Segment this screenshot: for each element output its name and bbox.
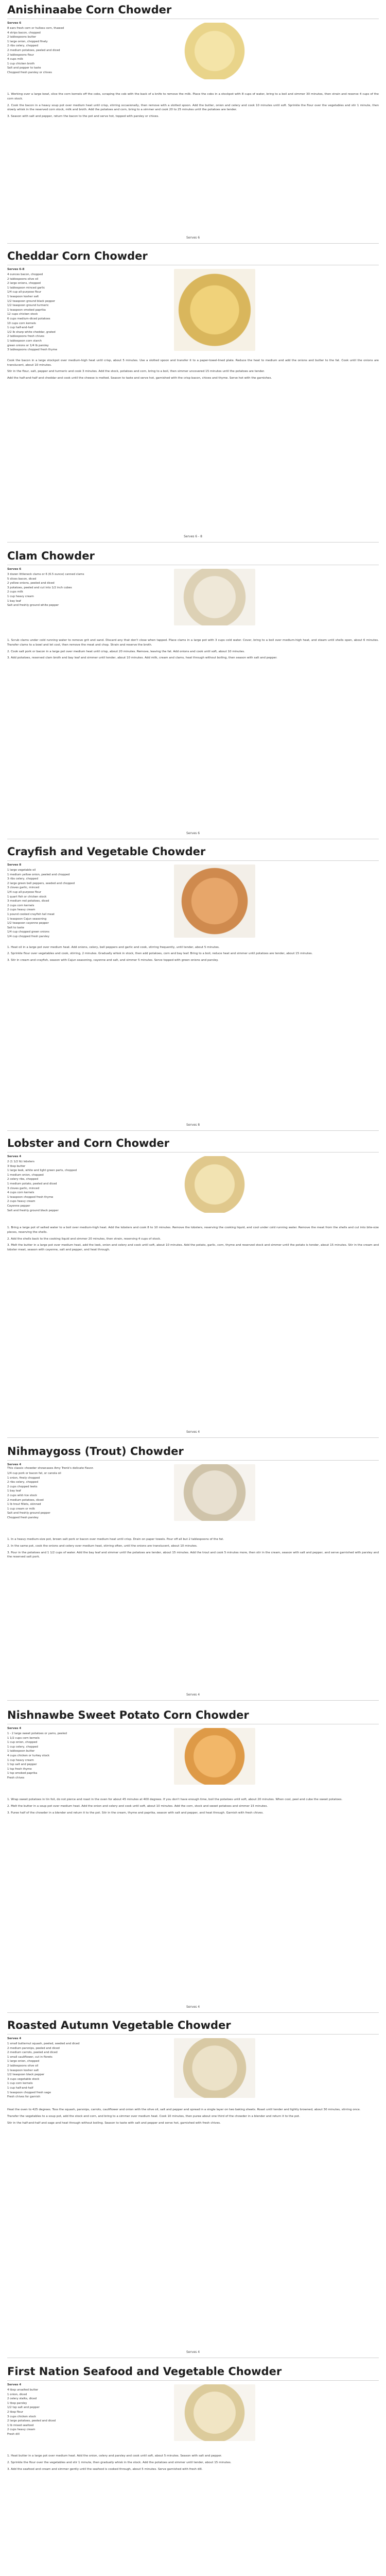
ingredient-item: 3 cloves garlic, minced xyxy=(7,1187,40,1190)
title-divider xyxy=(7,1460,379,1461)
ingredient-item: 1/2 teaspoon ground black pepper xyxy=(7,299,56,303)
recipe-photo xyxy=(174,569,255,625)
direction-step: Stir in the flour, salt, pepper and turmeric and cook 3 minutes. Add the stock, potatoes and corn, bring to a boil, then simmer uncovered 15 minutes until the potatoes are tender. xyxy=(7,370,265,374)
ingredient-item: 2 large green bell peppers, seeded and chopped xyxy=(7,882,75,885)
ingredient-item: 1 1/2 cups corn kernels xyxy=(7,1736,40,1740)
ingredient-item: 1 tsp salt and pepper xyxy=(7,1763,37,1767)
ingredient-item: 1/2 lb sharp white cheddar, grated xyxy=(7,330,56,334)
ingredient-item: 1 large onion, chopped xyxy=(7,2060,40,2063)
recipe-photo xyxy=(174,1464,255,1521)
section-divider xyxy=(7,1700,379,1701)
ingredient-item: 3 tbsp butter xyxy=(7,1164,26,1168)
ingredient-item: 2 ribs celery, chopped xyxy=(7,1481,38,1484)
direction-step: 3. Season with salt and pepper, return the bacon to the pot and serve hot, topped with parsley or chives. xyxy=(7,115,160,118)
serves-label: Serves 6 xyxy=(7,568,22,571)
ingredient-item: 2 cups milk xyxy=(7,590,23,594)
direction-step: 2. Sprinkle flour over vegetables and cook, stirring, 2 minutes. Gradually whisk in stock, then add potatoes, corn and bay leaf. Bring to a boil, reduce heat and simmer until potatoes are tender, about 15 minutes. xyxy=(7,952,313,956)
directions-text xyxy=(7,638,379,663)
serves-label: Serves 4 xyxy=(7,2037,22,2040)
direction-step: Transfer the vegetables to a soup pot, add the stock and corn, and bring to a simmer over medium heat. Cook 10 minutes, then puree about one third of the chowder in a blender and return it to the pot. xyxy=(7,2114,300,2118)
recipe-title: First Nation Seafood and Vegetable Chowder xyxy=(7,2365,282,2378)
ingredient-item: 2 (1 1/2 lb) lobsters xyxy=(7,1160,34,1163)
directions-text xyxy=(7,92,379,121)
direction-step: 1. Bring a large pot of salted water to a boil over medium-high heat. Add the lobsters and cook 8 to 10 minutes. Remove the lobsters, reserving the cooking liquid, and cool under cold running water. Remove the meat from the shells and cut into bite-size pieces, reserving the shells. xyxy=(7,1226,379,1234)
ingredient-item: 1 - 2 large sweet potatoes or yams, peeled xyxy=(7,1732,67,1735)
ingredient-item: 1 medium potato, peeled and diced xyxy=(7,1182,57,1185)
ingredient-item: Salt and pepper to taste xyxy=(7,66,41,70)
ingredient-item: 1 tablespoon butter xyxy=(7,1750,35,1753)
yield-label[interactable]: Serves 6 - 8 xyxy=(184,535,202,538)
ingredient-item: 2 large onions, chopped xyxy=(7,282,41,285)
recipe-photo xyxy=(174,269,255,351)
ingredient-item: 1 cup celery, chopped xyxy=(7,1745,38,1749)
direction-step: 3. Pour in the potatoes and 1 1/2 cups of water. Add the bay leaf and simmer until the potatoes are tender, about 15 minutes. Add the trout and cook 5 minutes more, then stir in the cream, season with salt and pepper, and serve garnished with parsley and the reserved salt pork. xyxy=(7,1551,379,1559)
ingredient-item: 1/4 cup chopped fresh parsley xyxy=(7,935,49,938)
yield-label[interactable]: Serves 4 xyxy=(186,2005,200,2009)
recipe-title: Clam Chowder xyxy=(7,550,95,562)
ingredient-item: 1 cup cream or milk xyxy=(7,1507,35,1511)
ingredient-item: 2 tablespoons fresh chives xyxy=(7,335,45,338)
ingredient-item: 1 teaspoon smoked paprika xyxy=(7,308,46,312)
directions-text xyxy=(7,1798,379,1817)
ingredient-item: 4 cups milk xyxy=(7,58,23,61)
ingredient-item: 4 cups chicken or turkey stock xyxy=(7,1754,50,1757)
ingredient-item: 1 bay leaf xyxy=(7,1489,21,1493)
ingredient-item: Chopped fresh parsley or chives xyxy=(7,71,52,74)
recipe-photo xyxy=(174,865,255,938)
ingredient-item: 2 large potatoes, peeled and diced xyxy=(7,2419,56,2423)
recipe-title: Nishnawbe Sweet Potato Corn Chowder xyxy=(7,1709,249,1721)
ingredient-item: 1 large vegetable oil xyxy=(7,869,36,872)
recipe-title: Anishinaabe Corn Chowder xyxy=(7,4,172,16)
ingredient-item: 1 cup onion, chopped xyxy=(7,1741,38,1744)
direction-step: 3. Add the seafood and cream and simmer gently until the seafood is cooked through, about 5 minutes. Serve garnished with fresh dill. xyxy=(7,2467,203,2471)
section-divider xyxy=(7,243,379,244)
directions-text xyxy=(7,1537,379,1562)
ingredient-list xyxy=(7,26,162,75)
ingredient-item: Cayenne pepper xyxy=(7,1204,30,1208)
yield-label[interactable]: Serves 4 xyxy=(186,1693,200,1697)
ingredient-item: 1 cup half-and-half xyxy=(7,326,33,330)
direction-step: 3. Stir in cream and crayfish, season with Cajun seasoning, cayenne and salt, and simmer 5 minutes. Serve topped with green onions and parsley. xyxy=(7,959,219,962)
title-divider xyxy=(7,860,379,861)
ingredient-item: 1 large onion, chopped finely xyxy=(7,40,48,43)
direction-step: 2. In the same pot, cook the onions and celery over medium heat, stirring often, until the onions are translucent, about 10 minutes. xyxy=(7,1544,198,1548)
ingredient-item: 2 tablespoons flour xyxy=(7,53,34,57)
recipe-meta xyxy=(7,2383,21,2387)
recipe-subtitle: This classic chowder showcases Amy Trenk's delicate flavor. xyxy=(7,1467,94,1470)
ingredient-item: 1/4 cup pork or bacon fat, or canola oil xyxy=(7,1472,61,1475)
recipe-title: Lobster and Corn Chowder xyxy=(7,1137,170,1149)
direction-step: 2. Sprinkle the flour over the vegetables and stir 1 minute, then gradually whisk in the stock. Add the potatoes and simmer until tender, about 15 minutes. xyxy=(7,2461,232,2464)
ingredient-item: 2 tablespoons olive oil xyxy=(7,277,39,281)
recipe-card xyxy=(0,1137,386,1439)
recipe-photo xyxy=(174,2384,255,2441)
ingredient-item: 12 cups chicken stock xyxy=(7,313,38,316)
ingredient-item: 3 cups vegetable stock xyxy=(7,2077,40,2081)
recipe-meta xyxy=(7,1155,21,1159)
ingredient-item: Salt and freshly ground black pepper xyxy=(7,1209,59,1212)
ingredient-item: 3 ribs celery, chopped xyxy=(7,877,38,881)
ingredient-item: Salt to taste xyxy=(7,926,24,929)
yield-label[interactable]: Serves 6 xyxy=(186,832,200,835)
recipe-meta xyxy=(7,568,21,571)
ingredient-item: Salt and freshly ground white pepper xyxy=(7,604,59,607)
ingredient-item: 1 small cauliflower, cut in florets xyxy=(7,2055,52,2059)
ingredient-item: 2 cups wild rice stock xyxy=(7,1494,38,1497)
directions-text xyxy=(7,359,379,383)
direction-step: 2. Melt the butter in a soup pot over medium heat. Add the onion and celery and cook until soft, about 10 minutes. Add the corn, stock and sweet potatoes and simmer 15 minutes. xyxy=(7,1804,268,1808)
ingredient-item: 3 tablespoons chopped fresh thyme xyxy=(7,348,58,352)
ingredient-item: 1 tsp smoked paprika xyxy=(7,1772,38,1775)
ingredient-item: 2 tablespoons butter xyxy=(7,36,37,39)
serves-label: Serves 8 xyxy=(7,863,22,867)
ingredient-item: 1 cup heavy cream xyxy=(7,1758,34,1762)
ingredient-item: 1/2 tsp salt and pepper xyxy=(7,2406,40,2410)
recipe-card xyxy=(0,845,386,1132)
ingredient-item: 4 cups corn kernels xyxy=(7,1191,34,1195)
ingredient-item: 2 medium potatoes, peeled and diced xyxy=(7,48,60,52)
ingredient-item: 1 teaspoon kosher salt xyxy=(7,295,39,298)
recipe-meta xyxy=(7,2037,21,2041)
direction-step: 2. Cook the bacon in a heavy soup pot over medium heat until crisp, stirring occasionally, then remove with a slotted spoon. Add the butter, onion and celery and cook 10 minutes until soft. Sprinkle the flour over the vegetables and stir 1 minute, then slowly whisk in the reserved corn stock, milk and broth. Add the potatoes and corn, bring to a simmer and cook 20 to 25 minutes until the potatoes are tender. xyxy=(7,104,379,112)
ingredient-item: 1 large leek, white and light green parts, chopped xyxy=(7,1169,77,1173)
ingredient-item: 1 lb mixed seafood xyxy=(7,2424,34,2427)
ingredient-item: 1/2 teaspoon ground turmeric xyxy=(7,304,49,308)
ingredient-item: 1 lb trout fillets, skinned xyxy=(7,1503,41,1506)
ingredient-list xyxy=(7,1732,162,1781)
direction-step: 1. Heat butter in a large pot over medium heat. Add the onion, celery and parsley and cook until soft, about 5 minutes. Season with salt and pepper. xyxy=(7,2454,222,2458)
recipe-meta xyxy=(7,863,21,867)
serves-label: Serves 4 xyxy=(7,1155,22,1158)
ingredient-item: 1 onion, finely chopped xyxy=(7,1476,40,1480)
ingredient-item: 2 celery stalks, diced xyxy=(7,2397,37,2401)
ingredient-item: Fresh chives xyxy=(7,1776,25,1780)
ingredient-item: 1 tsp fresh thyme xyxy=(7,1767,32,1771)
recipe-title: Cheddar Corn Chowder xyxy=(7,250,148,262)
ingredient-item: 1 teaspoon Cajun seasoning xyxy=(7,917,47,921)
ingredient-item: 2 tablespoons olive oil xyxy=(7,2064,39,2067)
ingredient-item: 1 cup chicken broth xyxy=(7,62,35,65)
section-divider xyxy=(7,542,379,543)
ingredient-item: 2 cups corn kernels xyxy=(7,904,34,907)
ingredient-item: 2 medium carrots, peeled and diced xyxy=(7,2051,58,2055)
yield-label[interactable]: Serves 8 xyxy=(186,1123,200,1127)
directions-text xyxy=(7,2108,379,2127)
ingredient-item: 1 cup heavy cream xyxy=(7,595,34,598)
direction-step: 1. Wrap sweet potatoes in tin foil, do not pierce and roast in the oven for about 45 minutes at 400 degrees. If you don't have enough time, boil the potatoes until soft, about 20 minutes. When cool, peel and cube the sweet potatoes. xyxy=(7,1798,343,1801)
ingredient-item: 4 ounces bacon, chopped xyxy=(7,273,43,276)
ingredient-item: 1 medium yellow onion, peeled and chopped xyxy=(7,873,70,876)
ingredient-item: 3 cups chicken stock xyxy=(7,2415,36,2418)
recipe-card xyxy=(0,249,386,544)
yield-label[interactable]: Serves 6 xyxy=(186,236,200,240)
ingredient-item: 1 teaspoon chopped fresh sage xyxy=(7,2091,51,2094)
recipe-meta xyxy=(7,1727,21,1731)
ingredient-item: 1/2 teaspoon black pepper xyxy=(7,2073,45,2077)
ingredient-item: 1 tablespoon corn starch xyxy=(7,339,42,343)
ingredient-item: 2 cups heavy cream xyxy=(7,1200,36,1204)
ingredient-item: 2 tbsp flour xyxy=(7,2410,23,2414)
ingredient-item: 5 slices bacon, diced xyxy=(7,577,37,581)
title-divider xyxy=(7,2380,379,2381)
ingredient-list xyxy=(7,1160,162,1213)
ingredient-item: 3 medium red potatoes, diced xyxy=(7,900,49,903)
ingredient-list xyxy=(7,2042,162,2099)
ingredient-item: 2 cups heavy cream xyxy=(7,908,36,912)
direction-step: Add the half-and-half and cheddar and cook until the cheese is melted. Season to taste and serve hot, garnished with the crisp bacon, chives and thyme. Serve hot with the garnishes. xyxy=(7,377,272,380)
ingredient-item: Salt and freshly ground pepper xyxy=(7,1512,50,1515)
direction-step: 3. Puree half of the chowder in a blender and return it to the pot. Stir in the cream, thyme and paprika, season with salt and pepper, and heat through. Garnish with fresh chives. xyxy=(7,1811,264,1815)
recipe-card xyxy=(0,1708,386,2014)
recipe-card xyxy=(0,3,386,245)
recipe-photo xyxy=(174,2038,255,2098)
ingredient-item: 1 medium onion, chopped xyxy=(7,1173,44,1177)
ingredient-item: 2 ribs celery, chopped xyxy=(7,44,38,48)
direction-step: Heat the oven to 425 degrees. Toss the squash, parsnips, carrots, cauliflower and onion with the olive oil, salt and pepper and spread in a single layer on two baking sheets. Roast until tender and lightly browned, about 30 minutes, stirring once. xyxy=(7,2108,361,2111)
section-divider xyxy=(7,1130,379,1131)
recipe-photo xyxy=(174,23,255,79)
serves-label: Serves 4 xyxy=(7,2383,22,2386)
ingredient-item: 1 small butternut squash, peeled, seeded and diced xyxy=(7,2042,80,2045)
direction-step: 2. Cook salt pork or bacon in a large pot over medium heat until crisp, about 20 minutes. Remove, leaving the fat. Add onions and cook until soft, about 10 minutes. xyxy=(7,650,245,653)
ingredient-item: 2 cups heavy cream xyxy=(7,2428,36,2432)
ingredient-item: 1/4 cup chopped green onions xyxy=(7,930,49,934)
ingredient-item: 1 onion, diced xyxy=(7,2393,27,2396)
serves-label: Serves 6-8 xyxy=(7,268,25,271)
ingredient-item: 3 potatoes, peeled and cut into 1/2 inch cubes xyxy=(7,586,72,589)
section-divider xyxy=(7,2012,379,2013)
ingredient-item: 1 teaspoon kosher salt xyxy=(7,2069,39,2072)
direction-step: 3. Melt the butter in a large pot over medium heat, add the leek, onion and celery and cook until soft, about 10 minutes. Add the potato, garlic, corn, thyme and reserved stock and simmer until the potato is tender, about 15 minutes. Stir in the cream and lobster meat, season with cayenne, salt and pepper, and heat through. xyxy=(7,1244,379,1252)
directions-text xyxy=(7,945,379,965)
ingredient-list xyxy=(7,572,162,608)
ingredient-list xyxy=(7,2388,162,2437)
section-divider xyxy=(7,1437,379,1438)
recipe-card xyxy=(0,2365,386,2576)
ingredient-item: 2 medium parsnips, peeled and diced xyxy=(7,2046,60,2050)
ingredient-list xyxy=(7,273,162,352)
ingredient-item: 4 strips bacon, chopped xyxy=(7,31,41,35)
direction-step: Stir in the half-and-half and sage and heat through without boiling. Season to taste with salt and pepper and serve hot, garnished with fresh chives. xyxy=(7,2121,221,2125)
recipe-meta xyxy=(7,268,24,272)
recipe-card xyxy=(0,2019,386,2360)
recipe-photo xyxy=(174,1156,255,1213)
serves-label: Serves 4 xyxy=(7,1727,22,1730)
serves-label: Serves 4 xyxy=(7,1463,22,1466)
direction-step: 3. Add potatoes, reserved clam broth and bay leaf and simmer until tender, about 10 minutes. Add milk, cream and clams, heat through without boiling, then season with salt and pepper. xyxy=(7,656,277,660)
ingredient-item: green onions or 1/4 lb parsley xyxy=(7,344,49,347)
recipe-card xyxy=(0,549,386,841)
ingredient-item: 1/4 cup all-purpose flour xyxy=(7,291,42,294)
direction-step: Cook the bacon in a large stockpot over medium-high heat until crisp, about 5 minutes. Use a slotted spoon and transfer it to a paper-towel-lined plate. Reduce the heat to medium and add the onions and butter to the fat. Cook until the onions are translucent, about 10 minutes. xyxy=(7,359,379,367)
ingredient-item: 1 teaspoon chopped fresh thyme xyxy=(7,1195,54,1199)
ingredient-item: 3 dozen littleneck clams or 6 (6.5 ounce) canned clams xyxy=(7,573,84,576)
ingredient-item: 6 cups medium-diced potatoes xyxy=(7,317,50,320)
ingredient-item: 1 cup corn kernels xyxy=(7,2082,33,2086)
ingredient-item: Fresh dill xyxy=(7,2432,20,2436)
direction-step: 1. Heat oil in a large pot over medium heat. Add onions, celery, bell peppers and garlic and cook, stirring frequently, until tender, about 5 minutes. xyxy=(7,945,220,949)
direction-step: 1. Working over a large bowl, slice the corn kernels off the cobs, scraping the cob with the back of a knife to remove the milk. Place the cobs in a stockpot with 8 cups of water, bring to a boil and simmer 30 minutes, then strain and reserve 4 cups of the corn stock. xyxy=(7,93,379,100)
recipe-meta xyxy=(7,22,21,25)
ingredient-item: 1 cup half-and-half xyxy=(7,2086,33,2090)
ingredient-item: 4 tbsp unsalted butter xyxy=(7,2388,39,2392)
ingredient-item: 1 bay leaf xyxy=(7,599,21,603)
ingredient-item: 10 cups corn kernels xyxy=(7,321,36,325)
ingredient-item: 1 quart fish or chicken stock xyxy=(7,895,47,899)
ingredient-item: 1 tbsp parsley xyxy=(7,2401,27,2405)
recipe-meta xyxy=(7,1463,94,1470)
yield-label[interactable]: Serves 4 xyxy=(186,2350,200,2354)
direction-step: 1. Scrub clams under cold running water to remove grit and sand. Discard any that don't close when tapped. Place clams in a large pot with 3 cups cold water. Cover, bring to a boil over medium-high heat, and steam until shells open, about 6 minutes. Transfer clams to a bowl and let cool, then remove the meat and chop. Strain and reserve the broth. xyxy=(7,639,379,647)
yield-label[interactable]: Serves 4 xyxy=(186,1430,200,1434)
ingredient-item: 2 cups chopped leeks xyxy=(7,1485,38,1488)
title-divider xyxy=(7,1152,379,1153)
ingredient-item: 3 cloves garlic, minced xyxy=(7,886,40,890)
direction-step: 1. In a heavy medium-size pot, brown salt pork or bacon over medium heat until crisp. Drain on paper towels. Pour off all but 2 tablespoons of the fat. xyxy=(7,1538,224,1541)
recipe-card xyxy=(0,1445,386,1702)
recipe-photo xyxy=(174,1728,255,1785)
direction-step: 2. Add the shells back to the cooking liquid and simmer 20 minutes, then strain, reserving 4 cups of stock. xyxy=(7,1237,161,1241)
directions-text xyxy=(7,2454,379,2473)
ingredient-item: 8 ears fresh corn or hulless corn, thawed xyxy=(7,27,64,30)
ingredient-item: 2 medium potatoes, diced xyxy=(7,1498,44,1502)
ingredient-item: 2 celery ribs, chopped xyxy=(7,1178,38,1181)
serves-label: Serves 6 xyxy=(7,22,22,25)
recipe-title: Crayfish and Vegetable Chowder xyxy=(7,845,206,858)
ingredient-item: 2 yellow onions, peeled and diced xyxy=(7,582,55,585)
ingredient-item: 1 tablespoon minced garlic xyxy=(7,286,45,290)
ingredient-item: 1 pound cooked crayfish tail meat xyxy=(7,912,55,916)
title-divider xyxy=(7,2034,379,2035)
recipe-title: Nihmaygoss (Trout) Chowder xyxy=(7,1445,184,1458)
ingredient-item: Fresh chives for garnish xyxy=(7,2095,41,2099)
ingredient-list xyxy=(7,1471,162,1520)
recipe-title: Roasted Autumn Vegetable Chowder xyxy=(7,2019,231,2031)
ingredient-item: 1/4 cup all-purpose flour xyxy=(7,890,42,894)
ingredient-list xyxy=(7,868,162,939)
directions-text xyxy=(7,1226,379,1255)
ingredient-item: 1/2 teaspoon cayenne pepper xyxy=(7,922,49,925)
ingredient-item: Chopped fresh parsley xyxy=(7,1516,39,1519)
